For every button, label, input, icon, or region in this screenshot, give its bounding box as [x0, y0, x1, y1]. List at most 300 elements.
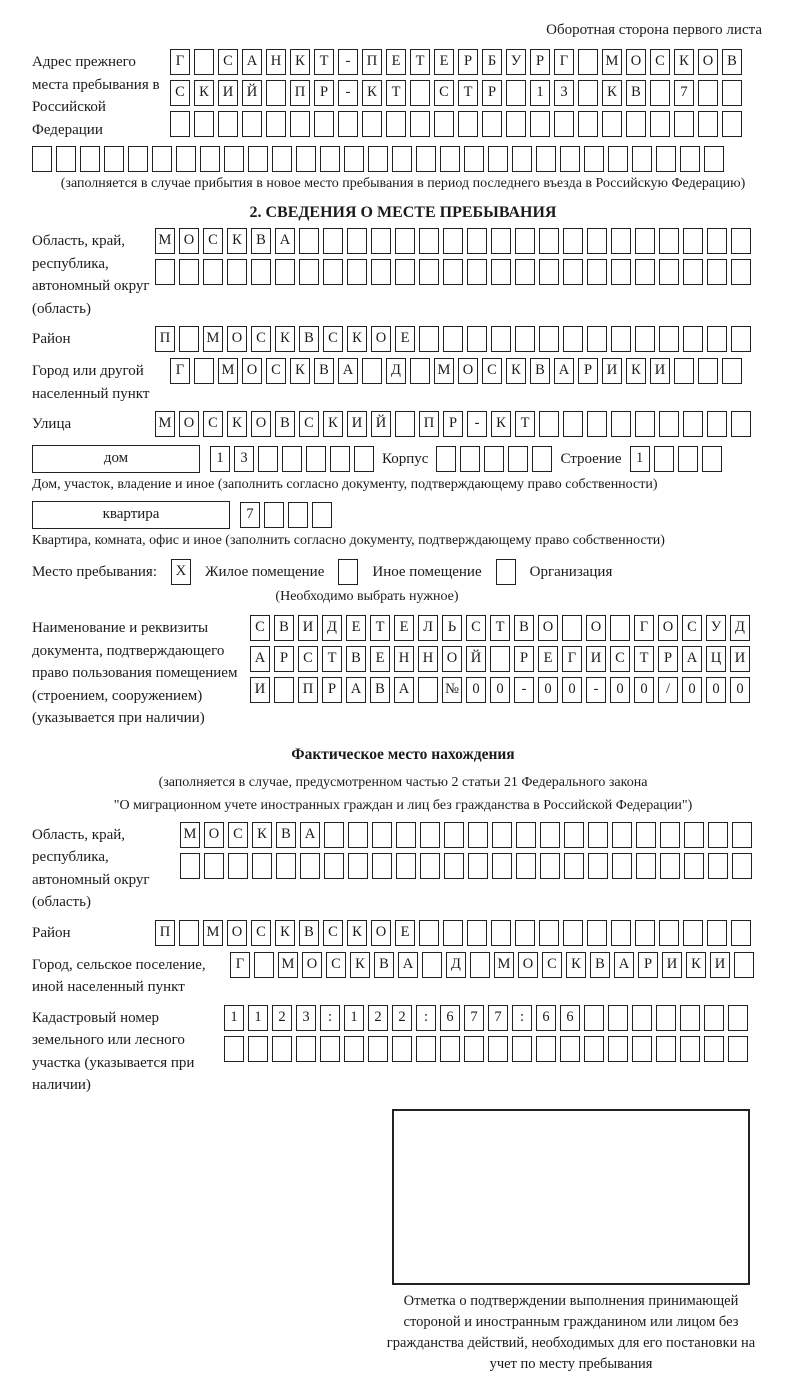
cadastral-row-1[interactable]: [224, 1005, 748, 1031]
char-cell[interactable]: 0: [610, 677, 630, 703]
char-cell[interactable]: [540, 853, 560, 879]
char-cell[interactable]: [492, 853, 512, 879]
char-cell[interactable]: К: [275, 326, 295, 352]
char-cell[interactable]: [680, 1005, 700, 1031]
char-cell[interactable]: И: [347, 411, 367, 437]
char-cell[interactable]: [434, 111, 454, 137]
char-cell[interactable]: [320, 1036, 340, 1062]
char-cell[interactable]: [372, 822, 392, 848]
char-cell[interactable]: Р: [314, 80, 334, 106]
char-cell[interactable]: [227, 259, 247, 285]
char-cell[interactable]: [344, 1036, 364, 1062]
char-cell[interactable]: С: [326, 952, 346, 978]
char-cell[interactable]: [179, 920, 199, 946]
char-cell[interactable]: 0: [730, 677, 750, 703]
char-cell[interactable]: Р: [638, 952, 658, 978]
char-cell[interactable]: Г: [170, 49, 190, 75]
char-cell[interactable]: [608, 146, 628, 172]
char-cell[interactable]: [371, 259, 391, 285]
char-cell[interactable]: 2: [392, 1005, 412, 1031]
char-cell[interactable]: Е: [395, 920, 415, 946]
char-cell[interactable]: 2: [368, 1005, 388, 1031]
char-cell[interactable]: [276, 853, 296, 879]
char-cell[interactable]: С: [299, 411, 319, 437]
korpus-cells[interactable]: [436, 446, 552, 472]
char-cell[interactable]: [218, 111, 238, 137]
char-cell[interactable]: [179, 326, 199, 352]
char-cell[interactable]: [299, 228, 319, 254]
char-cell[interactable]: 1: [224, 1005, 244, 1031]
char-cell[interactable]: [539, 326, 559, 352]
char-cell[interactable]: [506, 111, 526, 137]
char-cell[interactable]: И: [298, 615, 318, 641]
char-cell[interactable]: [539, 228, 559, 254]
char-cell[interactable]: К: [323, 411, 343, 437]
char-cell[interactable]: О: [518, 952, 538, 978]
stroenie-cells[interactable]: [630, 446, 722, 472]
char-cell[interactable]: Е: [538, 646, 558, 672]
char-cell[interactable]: [179, 259, 199, 285]
char-cell[interactable]: В: [590, 952, 610, 978]
char-cell[interactable]: В: [314, 358, 334, 384]
char-cell[interactable]: [704, 146, 724, 172]
char-cell[interactable]: [707, 326, 727, 352]
char-cell[interactable]: С: [323, 326, 343, 352]
char-cell[interactable]: [422, 952, 442, 978]
char-cell[interactable]: 7: [674, 80, 694, 106]
char-cell[interactable]: В: [346, 646, 366, 672]
char-cell[interactable]: Р: [530, 49, 550, 75]
char-cell[interactable]: [611, 411, 631, 437]
char-cell[interactable]: Е: [434, 49, 454, 75]
char-cell[interactable]: С: [203, 228, 223, 254]
char-cell[interactable]: К: [686, 952, 706, 978]
char-cell[interactable]: О: [371, 920, 391, 946]
char-cell[interactable]: [684, 853, 704, 879]
char-cell[interactable]: [323, 228, 343, 254]
char-cell[interactable]: Т: [314, 49, 334, 75]
char-cell[interactable]: [515, 228, 535, 254]
char-cell[interactable]: [436, 446, 456, 472]
char-cell[interactable]: [419, 326, 439, 352]
char-cell[interactable]: Д: [730, 615, 750, 641]
char-cell[interactable]: [515, 920, 535, 946]
char-cell[interactable]: [203, 259, 223, 285]
char-cell[interactable]: К: [362, 80, 382, 106]
char-cell[interactable]: [515, 326, 535, 352]
char-cell[interactable]: П: [155, 920, 175, 946]
char-cell[interactable]: 6: [536, 1005, 556, 1031]
char-cell[interactable]: [266, 111, 286, 137]
char-cell[interactable]: [554, 111, 574, 137]
char-cell[interactable]: К: [252, 822, 272, 848]
char-cell[interactable]: Г: [634, 615, 654, 641]
char-cell[interactable]: [488, 146, 508, 172]
char-cell[interactable]: К: [674, 49, 694, 75]
char-cell[interactable]: [562, 615, 582, 641]
char-cell[interactable]: [539, 411, 559, 437]
char-cell[interactable]: Т: [515, 411, 535, 437]
char-cell[interactable]: [354, 446, 374, 472]
char-cell[interactable]: Д: [386, 358, 406, 384]
char-cell[interactable]: 1: [630, 446, 650, 472]
char-cell[interactable]: И: [710, 952, 730, 978]
char-cell[interactable]: С: [610, 646, 630, 672]
char-cell[interactable]: [587, 411, 607, 437]
char-cell[interactable]: [395, 228, 415, 254]
char-cell[interactable]: О: [442, 646, 462, 672]
char-cell[interactable]: :: [416, 1005, 436, 1031]
char-cell[interactable]: [228, 853, 248, 879]
region-row-2[interactable]: [155, 259, 751, 285]
char-cell[interactable]: [635, 411, 655, 437]
char-cell[interactable]: М: [218, 358, 238, 384]
char-cell[interactable]: А: [300, 822, 320, 848]
char-cell[interactable]: [274, 677, 294, 703]
char-cell[interactable]: [731, 326, 751, 352]
char-cell[interactable]: Р: [578, 358, 598, 384]
char-cell[interactable]: [563, 411, 583, 437]
char-cell[interactable]: Г: [562, 646, 582, 672]
char-cell[interactable]: М: [203, 920, 223, 946]
char-cell[interactable]: 1: [210, 446, 230, 472]
char-cell[interactable]: О: [179, 228, 199, 254]
char-cell[interactable]: [242, 111, 262, 137]
char-cell[interactable]: [635, 326, 655, 352]
char-cell[interactable]: [610, 615, 630, 641]
char-cell[interactable]: [584, 1005, 604, 1031]
char-cell[interactable]: С: [266, 358, 286, 384]
char-cell[interactable]: [392, 146, 412, 172]
char-cell[interactable]: [659, 920, 679, 946]
char-cell[interactable]: [467, 326, 487, 352]
char-cell[interactable]: [563, 920, 583, 946]
prev-address-row-3[interactable]: [170, 111, 742, 137]
char-cell[interactable]: О: [626, 49, 646, 75]
char-cell[interactable]: 0: [466, 677, 486, 703]
char-cell[interactable]: [564, 853, 584, 879]
char-cell[interactable]: В: [299, 920, 319, 946]
char-cell[interactable]: А: [250, 646, 270, 672]
char-cell[interactable]: [420, 853, 440, 879]
char-cell[interactable]: [532, 446, 552, 472]
char-cell[interactable]: [512, 146, 532, 172]
char-cell[interactable]: Р: [322, 677, 342, 703]
char-cell[interactable]: И: [586, 646, 606, 672]
char-cell[interactable]: С: [298, 646, 318, 672]
char-cell[interactable]: [282, 446, 302, 472]
char-cell[interactable]: [272, 1036, 292, 1062]
char-cell[interactable]: [659, 411, 679, 437]
char-cell[interactable]: [539, 259, 559, 285]
char-cell[interactable]: Т: [370, 615, 390, 641]
char-cell[interactable]: [180, 853, 200, 879]
char-cell[interactable]: [467, 920, 487, 946]
char-cell[interactable]: [330, 446, 350, 472]
char-cell[interactable]: [683, 411, 703, 437]
char-cell[interactable]: [416, 1036, 436, 1062]
char-cell[interactable]: С: [682, 615, 702, 641]
char-cell[interactable]: [698, 111, 718, 137]
char-cell[interactable]: [419, 259, 439, 285]
char-cell[interactable]: [410, 358, 430, 384]
char-cell[interactable]: О: [698, 49, 718, 75]
char-cell[interactable]: [128, 146, 148, 172]
char-cell[interactable]: [731, 259, 751, 285]
char-cell[interactable]: [587, 259, 607, 285]
char-cell[interactable]: 6: [440, 1005, 460, 1031]
char-cell[interactable]: К: [290, 358, 310, 384]
char-cell[interactable]: М: [155, 228, 175, 254]
char-cell[interactable]: [368, 1036, 388, 1062]
char-cell[interactable]: К: [347, 326, 367, 352]
char-cell[interactable]: [482, 111, 502, 137]
char-cell[interactable]: [251, 259, 271, 285]
char-cell[interactable]: [80, 146, 100, 172]
char-cell[interactable]: К: [566, 952, 586, 978]
char-cell[interactable]: К: [350, 952, 370, 978]
char-cell[interactable]: П: [290, 80, 310, 106]
char-cell[interactable]: Т: [322, 646, 342, 672]
char-cell[interactable]: :: [512, 1005, 532, 1031]
char-cell[interactable]: А: [398, 952, 418, 978]
char-cell[interactable]: П: [419, 411, 439, 437]
char-cell[interactable]: 2: [272, 1005, 292, 1031]
char-cell[interactable]: В: [514, 615, 534, 641]
char-cell[interactable]: 0: [706, 677, 726, 703]
char-cell[interactable]: Е: [395, 326, 415, 352]
char-cell[interactable]: [224, 1036, 244, 1062]
char-cell[interactable]: [396, 853, 416, 879]
char-cell[interactable]: Т: [410, 49, 430, 75]
char-cell[interactable]: [608, 1005, 628, 1031]
char-cell[interactable]: [299, 259, 319, 285]
char-cell[interactable]: С: [251, 326, 271, 352]
char-cell[interactable]: М: [602, 49, 622, 75]
char-cell[interactable]: [632, 1005, 652, 1031]
char-cell[interactable]: [491, 259, 511, 285]
char-cell[interactable]: Г: [230, 952, 250, 978]
char-cell[interactable]: [506, 80, 526, 106]
char-cell[interactable]: [680, 1036, 700, 1062]
char-cell[interactable]: Т: [386, 80, 406, 106]
char-cell[interactable]: [152, 146, 172, 172]
char-cell[interactable]: [200, 146, 220, 172]
char-cell[interactable]: [464, 1036, 484, 1062]
char-cell[interactable]: [512, 1036, 532, 1062]
char-cell[interactable]: [611, 326, 631, 352]
char-cell[interactable]: 7: [240, 502, 260, 528]
char-cell[interactable]: [731, 228, 751, 254]
house-number-cells[interactable]: [210, 446, 374, 472]
char-cell[interactable]: 3: [554, 80, 574, 106]
char-cell[interactable]: [467, 228, 487, 254]
char-cell[interactable]: [204, 853, 224, 879]
char-cell[interactable]: [496, 559, 516, 585]
char-cell[interactable]: Ь: [442, 615, 462, 641]
char-cell[interactable]: [611, 920, 631, 946]
char-cell[interactable]: Л: [418, 615, 438, 641]
char-cell[interactable]: В: [626, 80, 646, 106]
char-cell[interactable]: [224, 146, 244, 172]
char-cell[interactable]: [578, 49, 598, 75]
stay-type-checkbox-organization[interactable]: [496, 559, 516, 585]
char-cell[interactable]: [530, 111, 550, 137]
char-cell[interactable]: 0: [490, 677, 510, 703]
char-cell[interactable]: [491, 228, 511, 254]
char-cell[interactable]: [656, 1005, 676, 1031]
char-cell[interactable]: Г: [170, 358, 190, 384]
char-cell[interactable]: И: [662, 952, 682, 978]
char-cell[interactable]: [611, 228, 631, 254]
char-cell[interactable]: [731, 411, 751, 437]
char-cell[interactable]: О: [204, 822, 224, 848]
char-cell[interactable]: [731, 920, 751, 946]
char-cell[interactable]: [443, 259, 463, 285]
char-cell[interactable]: [563, 259, 583, 285]
char-cell[interactable]: А: [394, 677, 414, 703]
char-cell[interactable]: [632, 1036, 652, 1062]
char-cell[interactable]: 0: [562, 677, 582, 703]
char-cell[interactable]: [683, 259, 703, 285]
char-cell[interactable]: С: [650, 49, 670, 75]
char-cell[interactable]: [344, 146, 364, 172]
char-cell[interactable]: [56, 146, 76, 172]
char-cell[interactable]: -: [338, 49, 358, 75]
char-cell[interactable]: [732, 822, 752, 848]
char-cell[interactable]: Р: [482, 80, 502, 106]
char-cell[interactable]: [290, 111, 310, 137]
char-cell[interactable]: [254, 952, 274, 978]
char-cell[interactable]: [660, 853, 680, 879]
char-cell[interactable]: В: [370, 677, 390, 703]
char-cell[interactable]: [443, 228, 463, 254]
char-cell[interactable]: [707, 411, 727, 437]
char-cell[interactable]: О: [302, 952, 322, 978]
char-cell[interactable]: [563, 326, 583, 352]
char-cell[interactable]: [588, 822, 608, 848]
char-cell[interactable]: [320, 146, 340, 172]
char-cell[interactable]: 1: [248, 1005, 268, 1031]
char-cell[interactable]: Н: [266, 49, 286, 75]
char-cell[interactable]: [722, 111, 742, 137]
char-cell[interactable]: [587, 326, 607, 352]
char-cell[interactable]: Б: [482, 49, 502, 75]
char-cell[interactable]: [460, 446, 480, 472]
char-cell[interactable]: 7: [488, 1005, 508, 1031]
char-cell[interactable]: [194, 358, 214, 384]
char-cell[interactable]: [323, 259, 343, 285]
char-cell[interactable]: [347, 259, 367, 285]
char-cell[interactable]: [248, 1036, 268, 1062]
char-cell[interactable]: [684, 822, 704, 848]
char-cell[interactable]: [362, 358, 382, 384]
char-cell[interactable]: М: [180, 822, 200, 848]
char-cell[interactable]: М: [434, 358, 454, 384]
char-cell[interactable]: [578, 111, 598, 137]
char-cell[interactable]: [722, 80, 742, 106]
char-cell[interactable]: Р: [458, 49, 478, 75]
char-cell[interactable]: С: [251, 920, 271, 946]
char-cell[interactable]: 3: [234, 446, 254, 472]
char-cell[interactable]: [440, 146, 460, 172]
char-cell[interactable]: [698, 80, 718, 106]
char-cell[interactable]: С: [250, 615, 270, 641]
char-cell[interactable]: И: [250, 677, 270, 703]
char-cell[interactable]: [324, 822, 344, 848]
char-cell[interactable]: [410, 111, 430, 137]
char-cell[interactable]: [536, 146, 556, 172]
char-cell[interactable]: [338, 559, 358, 585]
char-cell[interactable]: [104, 146, 124, 172]
char-cell[interactable]: [418, 677, 438, 703]
char-cell[interactable]: [371, 228, 391, 254]
char-cell[interactable]: [491, 920, 511, 946]
char-cell[interactable]: 1: [530, 80, 550, 106]
char-cell[interactable]: К: [506, 358, 526, 384]
char-cell[interactable]: [464, 146, 484, 172]
char-cell[interactable]: Р: [443, 411, 463, 437]
char-cell[interactable]: С: [542, 952, 562, 978]
char-cell[interactable]: А: [346, 677, 366, 703]
char-cell[interactable]: И: [218, 80, 238, 106]
char-cell[interactable]: Н: [394, 646, 414, 672]
char-cell[interactable]: -: [338, 80, 358, 106]
char-cell[interactable]: О: [227, 326, 247, 352]
char-cell[interactable]: [155, 259, 175, 285]
char-cell[interactable]: [722, 358, 742, 384]
char-cell[interactable]: [635, 228, 655, 254]
char-cell[interactable]: К: [275, 920, 295, 946]
char-cell[interactable]: [516, 822, 536, 848]
char-cell[interactable]: [275, 259, 295, 285]
char-cell[interactable]: [444, 822, 464, 848]
char-cell[interactable]: [563, 228, 583, 254]
char-cell[interactable]: [680, 146, 700, 172]
char-cell[interactable]: -: [514, 677, 534, 703]
char-cell[interactable]: С: [203, 411, 223, 437]
char-cell[interactable]: [564, 822, 584, 848]
char-cell[interactable]: В: [274, 615, 294, 641]
char-cell[interactable]: И: [650, 358, 670, 384]
document-row-2[interactable]: [250, 646, 750, 672]
stay-type-checkbox-other[interactable]: [338, 559, 358, 585]
char-cell[interactable]: П: [298, 677, 318, 703]
char-cell[interactable]: И: [730, 646, 750, 672]
char-cell[interactable]: М: [278, 952, 298, 978]
actual-city-row[interactable]: [230, 952, 754, 978]
char-cell[interactable]: [296, 146, 316, 172]
char-cell[interactable]: [252, 853, 272, 879]
char-cell[interactable]: А: [338, 358, 358, 384]
char-cell[interactable]: [32, 146, 52, 172]
actual-district-row[interactable]: [155, 920, 751, 946]
char-cell[interactable]: Й: [242, 80, 262, 106]
char-cell[interactable]: [444, 853, 464, 879]
char-cell[interactable]: Р: [514, 646, 534, 672]
char-cell[interactable]: [650, 80, 670, 106]
char-cell[interactable]: [440, 1036, 460, 1062]
char-cell[interactable]: Й: [466, 646, 486, 672]
char-cell[interactable]: К: [290, 49, 310, 75]
char-cell[interactable]: [560, 146, 580, 172]
char-cell[interactable]: [306, 446, 326, 472]
prev-address-row-1[interactable]: [170, 49, 742, 75]
char-cell[interactable]: [588, 853, 608, 879]
document-row-3[interactable]: [250, 677, 750, 703]
char-cell[interactable]: В: [275, 411, 295, 437]
char-cell[interactable]: [176, 146, 196, 172]
